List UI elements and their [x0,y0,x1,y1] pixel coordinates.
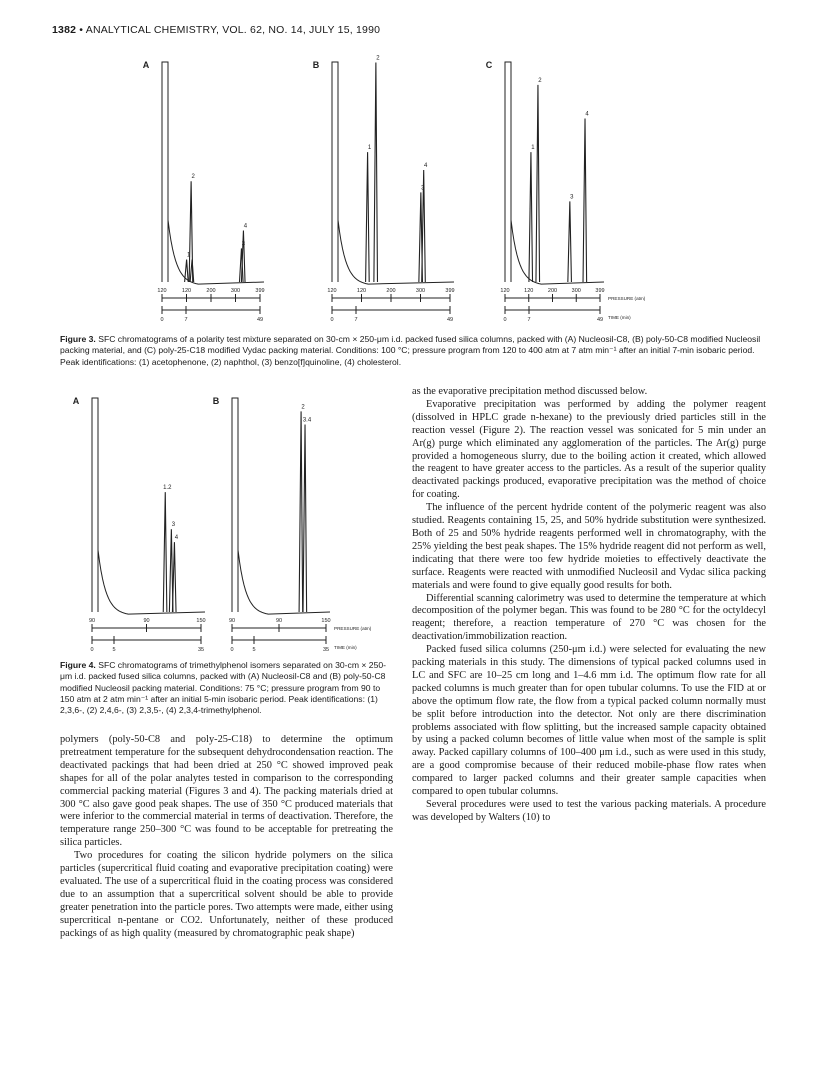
peak-label: 2 [301,404,305,411]
pressure-tick-label: 120 [327,288,337,294]
peak-label: 3 [570,194,574,201]
chromatogram-peak [536,85,540,282]
time-tick-label: 0 [160,317,164,323]
chromatogram-baseline [238,550,330,614]
figure-3-caption-text: SFC chromatograms of a polarity test mixture separated on 30-cm × 250-μm i.d. packed fused silica columns, packed with (A) Nucleosil-C8, (B) poly-50-C8 modified Nucleosil packing material, and (C) poly-25-C18 modified Vydac packing material. Conditions: 100 °C; pressure program from 120 to 400 atm at 7 atm min⁻¹ after an initial 7-min isobaric period. Peak identifications: (1) acetophenone, (2) naphthol, (3) benzo[f]quinoline, (4) cholesterol. [60,334,761,367]
injection-peak [162,62,168,282]
pressure-axis-label: PRESSURE (atm) [334,626,372,631]
pressure-tick-label: 90 [88,618,96,624]
chromatogram-baseline [98,550,205,614]
time-tick-label: 35 [197,647,205,653]
panel-label: C [485,60,493,70]
time-tick-label: 7 [354,317,358,323]
peak-label: 1.2 [163,485,172,492]
time-tick-label: 0 [230,647,234,653]
peak-label: 4 [424,163,428,169]
panel-label: A [142,60,150,70]
peak-label: 3 [171,522,176,529]
paragraph: Differential scanning calorimetry was used to determine the temperature at which decomposition of the polymer began. This was found to be 280 °C for the octyldecyl reagent; therefore, a reaction temperature of 270 °C was chosen for the deactivation/immobilization reaction. [412,592,766,643]
time-tick-label: 0 [330,317,334,323]
pressure-axis-label: PRESSURE (atm) [608,296,646,301]
time-tick-label: 5 [252,647,256,653]
paragraph: polymers (poly-50-C8 and poly-25-C18) to determine the optimum pretreatment temperature for the subsequent dehydrocondensation reaction. The deactivated packings that had been dried at 250 °C showed improved peak shapes for all of the polar analytes tested in comparison to the corresponding commercial packing material (Figures 3 and 4). The packing materials dried at 300 °C also gave good peak shapes. The use of 350 °C produced materials that were inferior to the commercial material in terms of deactivation. Therefore, the temperature range 250–300 °C was found to be acceptable for pretreating the silica particles. [60,734,393,849]
figure-3-chromatograms [0,44,824,384]
right-column-text [412,386,766,825]
time-tick-label: 0 [90,647,94,653]
pressure-tick-label: 90 [275,618,283,624]
chromatogram-peak [568,201,572,282]
peak-label: 1 [186,252,191,259]
peak-label: 3.4 [302,417,312,424]
time-tick-label: 7 [184,317,188,323]
pressure-tick-label: 90 [143,618,150,624]
chromatogram-baseline [168,220,264,284]
panel-label: A [72,396,80,406]
injection-peak [92,398,98,612]
pressure-tick-label: 300 [571,288,581,294]
peak-label: 2 [538,77,542,84]
header-bullet: • [79,24,84,36]
pressure-tick-label: 120 [181,288,192,294]
page-number: 1382 [52,24,77,36]
figure-4-caption [60,660,393,716]
peak-label: 1 [531,145,535,152]
pressure-tick-label: 399 [595,288,605,294]
left-column-text [60,734,393,941]
time-tick-label: 5 [112,647,116,653]
pressure-tick-label: 120 [524,288,534,294]
figure-3-caption-label: Figure 3. [60,334,96,344]
injection-peak [505,62,511,282]
running-header [52,24,380,36]
chromatogram-peak [529,152,533,282]
figure-3-caption [60,334,766,368]
chromatogram-baseline [338,220,454,284]
time-axis-label: TIME (min) [608,315,631,320]
chromatogram-peak [366,152,370,282]
pressure-tick-label: 150 [321,618,331,624]
pressure-tick-label: 150 [196,618,206,624]
paragraph: The influence of the percent hydride content of the polymeric reagent was also studied. Reagents containing 15, 25, and 50% hydride substitution were synthesized. Both of 25 and 50% hydride reagents performed well in chromatography, with the 25% yielding the best peak shapes. The 15% hydride reagent did not perform as well, indicating that there were too few hydride moieties to effectively deactivate the surface. Reagents were reacted with unmodified Nucleosil and Vydac silica packing materials and were found to give equally good results for both. [412,502,766,591]
pressure-tick-label: 399 [255,288,265,294]
paragraph: Evaporative precipitation was performed by adding the polymer reagent (dissolved in HPLC grade n-hexane) to the previously dried particles still in the reaction vessel (Figure 2). The reaction vessel was sonicated for 5 min under an Ar(g) purge which eliminated any agglomeration of the particles. The Ar(g) purge provided a homogeneous slurry, due to the boiling action it created, which allowed the reagent to have greater access to the particles. As a result of the superior quality deactivated packings produced, evaporative precipitation was the method of choice for coating. [412,398,766,501]
time-tick-label: 7 [527,317,531,323]
chromatogram-peak [299,411,303,612]
time-axis-label: TIME (min) [334,645,357,650]
peak-label: 3 [421,185,425,192]
pressure-tick-label: 200 [386,288,396,294]
paragraph: Several procedures were used to test the various packing materials. A procedure was developed by Walters (10) to [412,799,766,823]
injection-peak [232,398,238,612]
injection-peak [332,62,338,282]
pressure-tick-label: 120 [356,288,367,294]
chromatogram-peak [374,63,378,283]
chromatogram-peak [303,425,307,613]
pressure-tick-label: 200 [547,288,558,294]
panel-label: B [212,396,220,406]
chromatogram-peak [190,260,194,282]
figure-4-chromatograms [0,370,400,660]
chromatogram-peak [172,542,176,612]
time-tick-label: 35 [322,647,330,653]
peak-label: 4 [585,111,589,118]
paragraph: as the evaporative precipitation method discussed below. [412,386,648,397]
peak-label: 4 [174,535,179,542]
peak-label: 1 [367,145,372,152]
chromatogram-peak [163,492,167,612]
pressure-tick-label: 90 [228,618,236,624]
pressure-tick-label: 120 [500,288,510,294]
peak-label: 3 [241,241,246,248]
figure-4-caption-label: Figure 4. [60,660,96,670]
paragraph: Packed fused silica columns (250-μm i.d.) were selected for evaluating the new packing materials in this study. The dimensions of typical packed columns used in LC and SFC are 10–25 cm long and 1–4.6 mm i.d. The optimum flow rate for all packed columns is much greater than for open tubular columns. To use the FID at or above the optimum flow rate, the flow from a typical packed column normally must be split before introduction into the detector. Not only are there discrimination problems associated with flow splitting, but the increased sample capacity obtained by using a packed column becomes of little value when most of the sample is split away. Packed capillary columns of 100–400 μm i.d., such as were used in this study, are a good compromise because of their reduced mobile-phase flow rates when compared to larger packed columns and their greater sample capacities when compared to open tubular columns. [412,644,766,798]
time-tick-label: 0 [503,317,507,323]
pressure-tick-label: 300 [415,288,426,294]
time-tick-label: 49 [446,317,454,323]
pressure-tick-label: 120 [157,288,167,294]
peak-label: 2 [191,174,195,181]
figure-4-caption-text: SFC chromatograms of trimethylphenol isomers separated on 30-cm × 250-μm i.d. packed fused silica columns, packed with (A) Nucleosil-C8 and (B) poly-50-C8 modified Nucleosil packing material. Conditions: 75 °C; pressure program from 90 to 150 atm at 2 atm min⁻¹ after an initial 5-min isobaric period. Peak identifications: (1) 2,3,6-, (2) 2,4,6-, (3) 2,3,5-, (4) 2,3,4-trimethylphenol. [60,660,386,716]
chromatogram-peak [583,119,587,283]
pressure-tick-label: 399 [445,288,455,294]
pressure-tick-label: 300 [230,288,241,294]
time-tick-label: 49 [596,317,604,323]
chromatogram-baseline [511,220,604,284]
peak-label: 2 [376,55,380,62]
peak-label: 4 [243,223,248,230]
pressure-tick-label: 200 [206,288,216,294]
time-tick-label: 49 [256,317,264,323]
journal-name: ANALYTICAL CHEMISTRY, VOL. 62, NO. 14, JULY 15, 1990 [85,24,381,36]
panel-label: B [312,60,320,70]
paragraph: Two procedures for coating the silicon hydride polymers on the silica particles (supercritical fluid coating and evaporative precipitation coating) were evaluated. The use of a supercritical fluid in the coating process was considered due to an assumption that a supercritical solvent should be able to provide greater penetration into the particle pores. Two attempts were made, either using supercritical n-pentane or CO2. Unfortunately, neither of these produced packings of as high quality (measured by chromatographic peak shape) [60,850,393,939]
